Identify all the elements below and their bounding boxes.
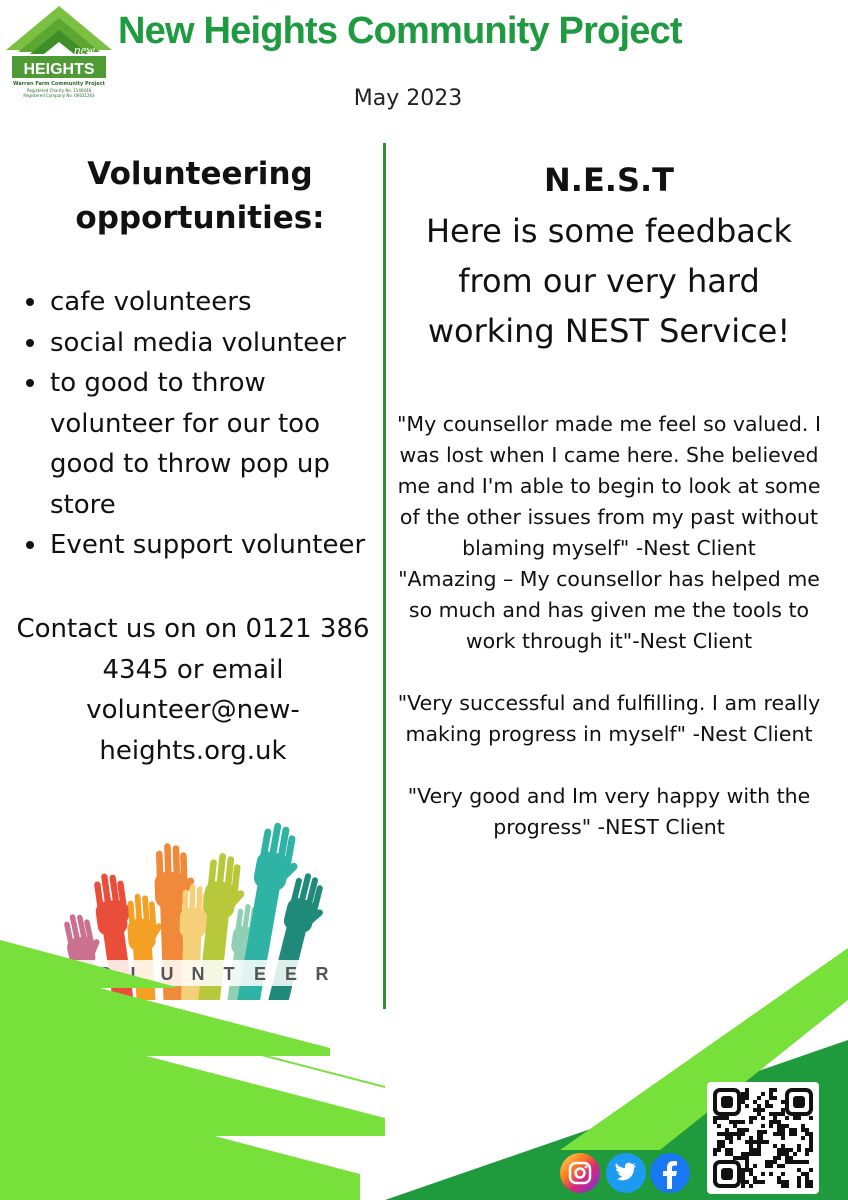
volunteering-heading: Volunteering opportunities: [75,156,325,236]
issue-date: May 2023 [353,86,463,111]
qr-code-graphic [707,1082,819,1194]
logo-word-heights: HEIGHTS [23,61,95,78]
qr-code[interactable] [707,1082,819,1194]
nest-intro: Here is some feedback from our very hard working NEST Service! [425,212,793,350]
list-item: Event support volunteer [24,525,386,566]
list-item: social media volunteer [24,323,386,364]
volunteer-letter: E [284,964,298,984]
volunteer-letter: N [191,964,205,984]
volunteer-letter: T [223,964,235,984]
feedback-quote: "Very successful and fulfilling. I am really making progress in myself" -Nest Client [397,691,821,746]
contact-info: Contact us on on 0121 386 4345 or email volunteer@new-heights.org.uk [16,614,370,766]
volunteering-list [24,282,386,566]
volunteer-letter: R [315,964,329,984]
facebook-icon[interactable] [650,1153,690,1193]
page-title: New Heights Community Project [118,10,682,52]
logo-line-3: Registered Company No. 06631263 [23,93,95,98]
feedback-quote: "Very good and Im very happy with the progress" -NEST Client [407,784,811,839]
logo-word-new: new [74,42,95,57]
feedback-quote: "My counsellor made me feel so valued. I was lost when I came here. She believed me and I'm able to begin to look at some of the other issues from my past without blaming myself" -Nest Client [397,412,821,560]
list-item: to good to throw volunteer for our too good to throw pop up store [24,363,386,525]
instagram-icon[interactable] [560,1153,600,1193]
feedback-quote: "Amazing – My counsellor has helped me so much and has given me the tools to work through it"-Nest Client [398,567,820,653]
feedback-quotes [386,409,832,843]
logo-line-2: Registered Charity No. 1146448 [26,88,92,93]
volunteer-letter: E [253,964,267,984]
list-item: cafe volunteers [24,282,386,323]
logo-house-graphic [4,4,114,84]
logo-line-1: Warren Farm Community Project [12,81,106,87]
volunteer-letter: L [130,964,142,984]
nest-heading: N.E.S.T [544,161,674,199]
volunteer-letter: U [160,964,174,984]
twitter-icon[interactable] [606,1153,646,1193]
